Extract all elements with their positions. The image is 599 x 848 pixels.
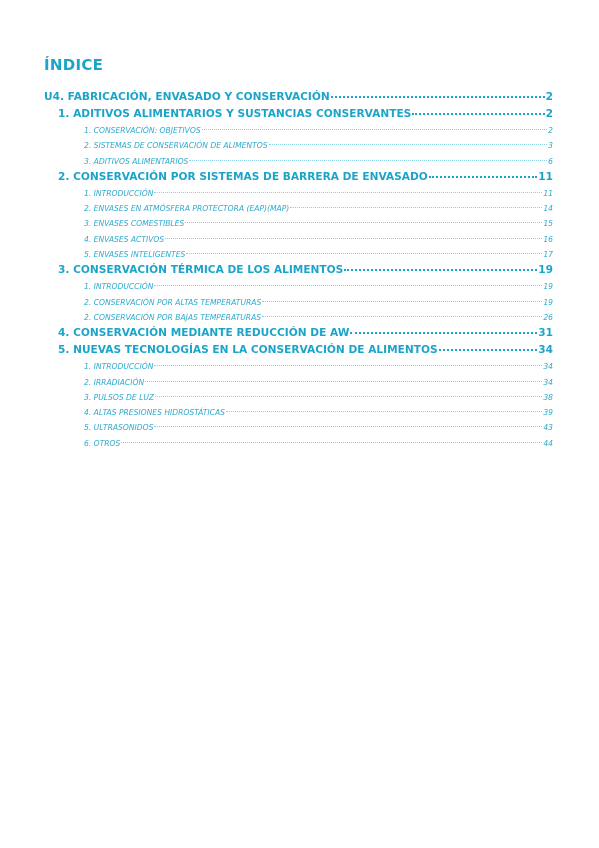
dot-leader	[331, 96, 545, 98]
dot-leader	[154, 426, 542, 427]
index-heading: ÍNDICE	[44, 56, 104, 74]
toc-subentry[interactable]	[44, 279, 553, 294]
toc-page-number: 11	[543, 188, 553, 198]
toc-subentry[interactable]	[44, 359, 553, 374]
dot-leader	[154, 285, 542, 286]
toc-page-number: 11	[538, 170, 553, 183]
toc-subentry[interactable]	[44, 138, 553, 153]
toc-subentry[interactable]	[44, 123, 553, 138]
toc-entry-label: 5. ENVASES INTELIGENTES	[84, 250, 186, 260]
toc-entry-label: 2. IRRADIACIÓN	[84, 377, 145, 387]
toc-subentry[interactable]	[44, 390, 553, 405]
toc-page-number: 19	[538, 264, 553, 277]
toc-page-number: 6	[548, 156, 553, 166]
dot-leader	[412, 113, 544, 115]
toc-page-number: 2	[545, 108, 553, 120]
dot-leader	[226, 411, 542, 412]
toc-page-number: 26	[543, 312, 553, 322]
toc-entry-label: 3. ENVASES COMESTIBLES	[84, 219, 185, 229]
dot-leader	[344, 269, 537, 271]
toc-page-number: 38	[543, 392, 553, 402]
toc-page-number: 16	[543, 234, 553, 244]
toc-page-number: 19	[543, 297, 553, 307]
toc-page-number: 19	[543, 282, 553, 292]
dot-leader	[350, 332, 537, 334]
toc-subentry[interactable]	[44, 232, 553, 247]
toc-entry-label: 2. CONSERVACIÓN POR BAJAS TEMPERATURAS	[84, 312, 262, 322]
toc-subentry[interactable]	[44, 247, 553, 262]
dot-leader	[429, 176, 537, 178]
dot-leader	[189, 160, 547, 161]
toc-subentry[interactable]	[44, 375, 553, 390]
toc-page-number: 39	[543, 408, 553, 418]
toc-page-number: 34	[543, 377, 553, 387]
dot-leader	[154, 365, 542, 366]
toc-entry-label: 1. INTRODUCCIÓN	[84, 282, 154, 292]
dot-leader	[165, 238, 542, 239]
toc-entry-label: 3. ADITIVOS ALIMENTARIOS	[84, 156, 189, 166]
dot-leader	[155, 396, 542, 397]
dot-leader	[185, 222, 542, 223]
toc-entry-label: 1. INTRODUCCIÓN	[84, 188, 154, 198]
toc-page-number: 17	[543, 250, 553, 260]
toc-entry[interactable]	[44, 325, 553, 342]
toc-entry-label: 4. ENVASES ACTIVOS	[84, 234, 165, 244]
toc-entry[interactable]	[44, 262, 553, 279]
toc-page-number: 2	[548, 126, 553, 135]
toc-subentry[interactable]	[44, 310, 553, 325]
table-of-contents	[44, 89, 553, 451]
toc-entry[interactable]	[44, 106, 553, 123]
toc-entry-label: 1. INTRODUCCIÓN	[84, 362, 154, 372]
dot-leader	[154, 192, 542, 193]
toc-entry-label: 5. NUEVAS TECNOLOGÍAS EN LA CONSERVACIÓN DE ALIMENTOS	[58, 344, 438, 357]
toc-subentry[interactable]	[44, 295, 553, 310]
toc-subentry[interactable]	[44, 216, 553, 231]
toc-page-number: 3	[548, 141, 553, 151]
toc-entry-label: 1. CONSERVACIÓN: OBJETIVOS	[84, 126, 201, 135]
dot-leader	[145, 381, 542, 382]
toc-entry-label: 6. OTROS	[84, 438, 121, 448]
toc-entry-label: 4. ALTAS PRESIONES HIDROSTÁTICAS	[84, 408, 225, 418]
toc-page-number: 31	[538, 327, 553, 340]
dot-leader	[262, 316, 542, 317]
toc-entry-label: 3. PULSOS DE LUZ	[84, 392, 155, 402]
toc-subentry[interactable]	[44, 420, 553, 435]
toc-subentry[interactable]	[44, 201, 553, 216]
toc-subentry[interactable]	[44, 405, 553, 420]
dot-leader	[290, 207, 542, 208]
toc-entry-label: 2. SISTEMAS DE CONSERVACIÓN DE ALIMENTOS	[84, 141, 268, 151]
dot-leader	[121, 442, 542, 443]
toc-entry-label: 2. CONSERVACIÓN POR SISTEMAS DE BARRERA DE ENVASADO	[58, 170, 428, 183]
toc-page-number: 15	[543, 219, 553, 229]
dot-leader	[439, 349, 538, 351]
toc-page-number: 34	[538, 344, 553, 357]
toc-entry-label: U4. FABRICACIÓN, ENVASADO Y CONSERVACIÓN	[44, 91, 330, 103]
toc-page-number: 43	[543, 423, 553, 433]
toc-subentry[interactable]	[44, 154, 553, 169]
dot-leader	[186, 253, 542, 254]
toc-subentry[interactable]	[44, 186, 553, 201]
toc-entry-label: 5. ULTRASONIDOS	[84, 423, 154, 433]
toc-entry[interactable]	[44, 169, 553, 186]
toc-entry-label: 3. CONSERVACIÓN TÉRMICA DE LOS ALIMENTOS	[58, 264, 344, 277]
toc-page-number: 44	[543, 438, 553, 448]
toc-entry[interactable]	[44, 89, 553, 106]
toc-page-number: 34	[543, 362, 553, 372]
dot-leader	[262, 301, 542, 302]
toc-subentry[interactable]	[44, 436, 553, 451]
toc-entry-label: 4. CONSERVACIÓN MEDIANTE REDUCCIÓN DE AW	[58, 327, 350, 340]
toc-entry[interactable]	[44, 342, 553, 359]
toc-entry-label: 1. ADITIVOS ALIMENTARIOS Y SUSTANCIAS CONSERVANTES	[58, 108, 412, 120]
dot-leader	[202, 129, 548, 130]
dot-leader	[269, 144, 548, 145]
toc-entry-label: 2. ENVASES EN ATMÓSFERA PROTECTORA (EAP)(MAP)	[84, 204, 290, 214]
toc-entry-label: 2. CONSERVACIÓN POR ALTAS TEMPERATURAS	[84, 297, 262, 307]
toc-page-number: 2	[545, 91, 553, 103]
toc-page-number: 14	[543, 204, 553, 214]
